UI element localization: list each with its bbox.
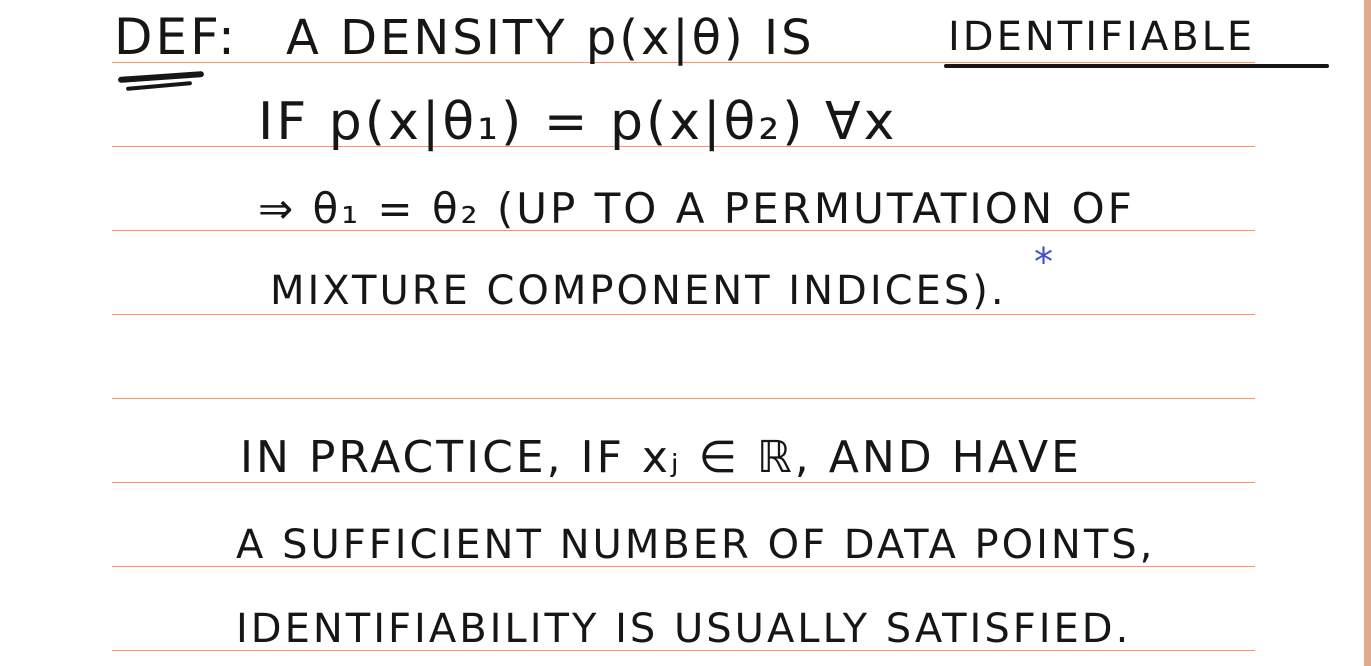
def-label: DEF: <box>114 8 238 66</box>
mixture-line: MIXTURE COMPONENT INDICES). <box>270 268 1007 314</box>
identifiability-line: IDENTIFIABILITY IS USUALLY SATISFIED. <box>236 606 1132 652</box>
identifiable-term: IDENTIFIABLE <box>948 14 1256 60</box>
blue-asterisk: * <box>1034 240 1053 284</box>
if-condition-line: IF p(x|θ₁) = p(x|θ₂) ∀x <box>258 92 898 152</box>
ruled-line <box>112 314 1255 315</box>
def-text: A DENSITY p(x|θ) IS <box>286 10 815 66</box>
implies-line: ⇒ θ₁ = θ₂ (UP TO A PERMUTATION OF <box>258 184 1135 233</box>
def-underline-second <box>126 81 192 91</box>
in-practice-line: IN PRACTICE, IF xⱼ ∈ ℝ, AND HAVE <box>240 432 1082 483</box>
identifiable-underline <box>944 64 1329 68</box>
sufficient-data-line: A SUFFICIENT NUMBER OF DATA POINTS, <box>236 522 1156 568</box>
right-margin-line <box>1364 0 1371 666</box>
ruled-line <box>112 398 1255 399</box>
